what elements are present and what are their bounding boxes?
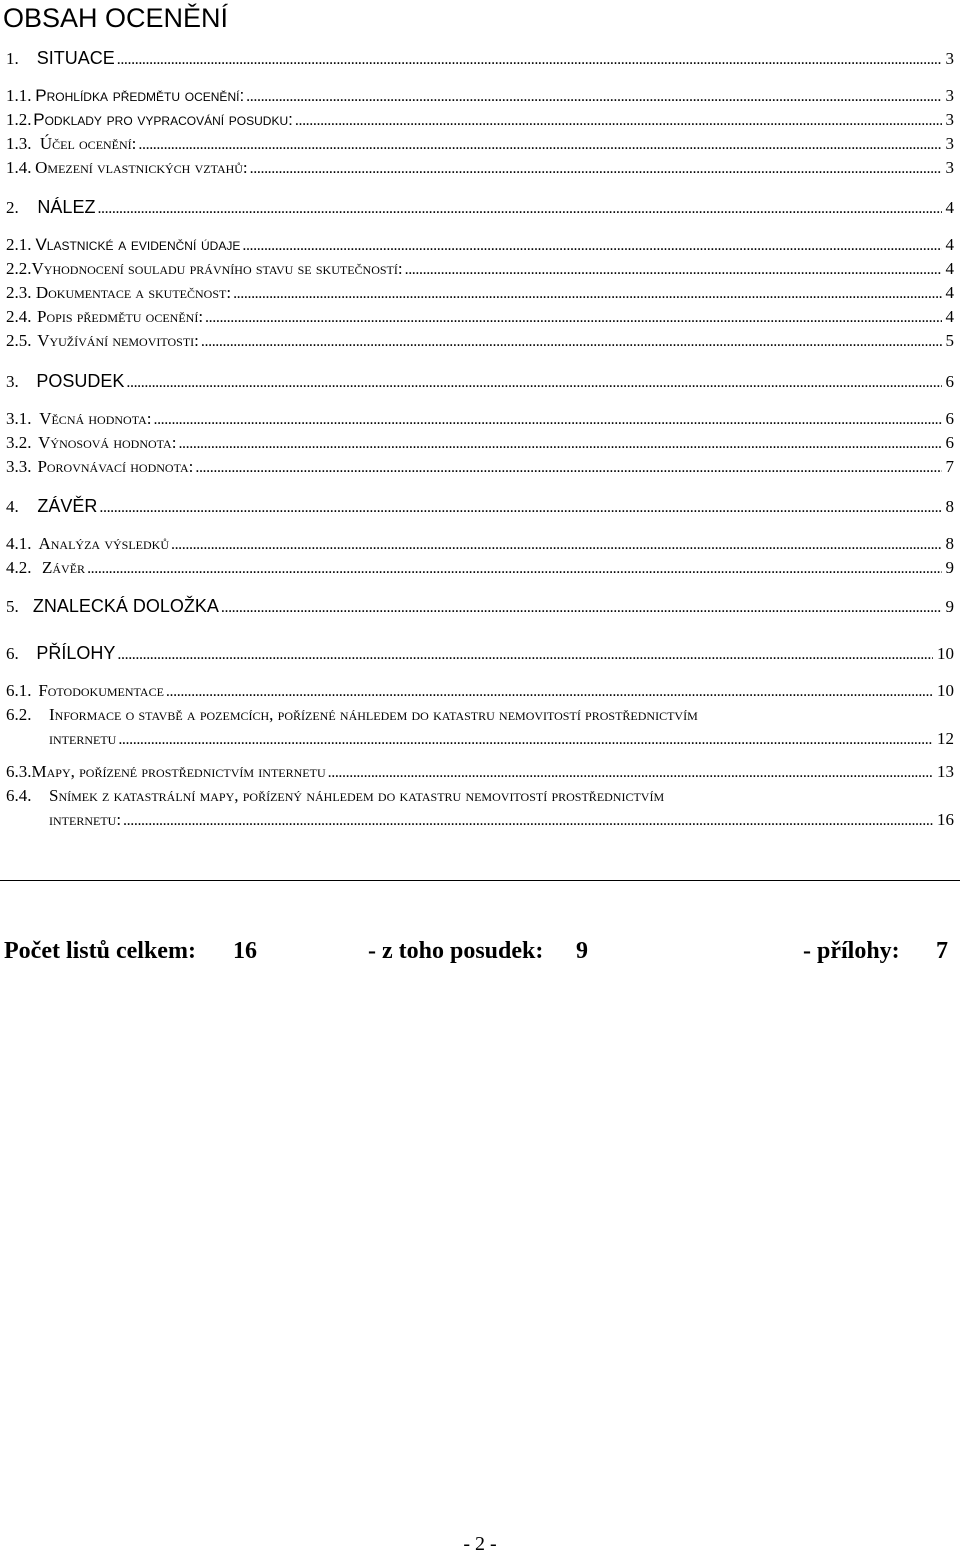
report-pages-value: 9 bbox=[576, 938, 588, 964]
toc-entry[interactable] bbox=[6, 108, 954, 132]
toc-number: 5. bbox=[6, 597, 19, 616]
toc-dot-leader bbox=[117, 642, 933, 667]
toc-title: Závěr bbox=[42, 558, 86, 577]
annex-pages-value: 7 bbox=[936, 938, 948, 964]
report-pages-label: - z toho posudek: bbox=[368, 938, 544, 964]
total-pages-label: Počet listů celkem: bbox=[4, 938, 196, 964]
toc-dot-leader bbox=[87, 556, 941, 581]
toc-page-number: 3 bbox=[945, 134, 954, 153]
toc-number: 2. bbox=[6, 198, 19, 217]
toc-dot-leader bbox=[328, 760, 933, 785]
toc-page-number: 13 bbox=[937, 762, 954, 781]
toc-dot-leader bbox=[195, 455, 941, 480]
page-title: OBSAH OCENĚNÍ bbox=[3, 3, 229, 33]
toc-number: 1.4. bbox=[6, 158, 32, 177]
toc-number: 2.2. bbox=[6, 259, 32, 278]
toc-page-number: 7 bbox=[945, 457, 954, 476]
toc-page-number: 3 bbox=[945, 110, 954, 129]
toc-entry[interactable] bbox=[6, 760, 954, 784]
toc-page-number: 4 bbox=[945, 283, 954, 302]
toc-entry[interactable] bbox=[6, 455, 954, 479]
toc-title: Omezení vlastnických vztahů: bbox=[35, 158, 248, 177]
toc-entry[interactable] bbox=[6, 257, 954, 281]
toc-number: 2.4. bbox=[6, 307, 32, 326]
toc-dot-leader bbox=[118, 727, 933, 752]
toc-title-continuation: internetu bbox=[49, 729, 117, 748]
toc-dot-leader bbox=[97, 196, 941, 221]
toc-entry[interactable] bbox=[6, 305, 954, 329]
toc-title: Analýza výsledků bbox=[38, 534, 169, 553]
toc-page-number: 12 bbox=[937, 729, 954, 748]
toc-number: 3.1. bbox=[6, 409, 32, 428]
toc-page-number: 10 bbox=[937, 644, 954, 663]
toc-page-number: 4 bbox=[945, 259, 954, 278]
toc-title-continuation: internetu: bbox=[49, 810, 122, 829]
toc-page-number: 4 bbox=[945, 235, 954, 254]
toc-number: 1. bbox=[6, 49, 19, 68]
toc-number: 6.1. bbox=[6, 681, 32, 700]
toc-entry[interactable] bbox=[6, 84, 954, 108]
toc-number: 1.1. bbox=[6, 86, 32, 105]
toc-page-number: 16 bbox=[937, 810, 954, 829]
toc-title: Účel ocenění: bbox=[39, 134, 137, 153]
toc-page-number: 8 bbox=[945, 534, 954, 553]
toc-title: POSUDEK bbox=[36, 371, 125, 391]
toc-title: Informace o stavbě a pozemcích, pořízené náhledem do katastru nemovitostí prostřednictvím bbox=[49, 705, 698, 724]
toc-title: NÁLEZ bbox=[37, 197, 96, 217]
toc-dot-leader bbox=[178, 431, 941, 456]
toc-page-number: 5 bbox=[945, 331, 954, 350]
toc-number: 4.2. bbox=[6, 558, 32, 577]
toc-page-number: 3 bbox=[945, 86, 954, 105]
toc-number: 2.3. bbox=[6, 283, 32, 302]
toc-entry[interactable] bbox=[6, 407, 954, 431]
toc-entry[interactable] bbox=[6, 46, 954, 70]
toc-title: Snímek z katastrální mapy, pořízený náhledem do katastru nemovitostí prostřednictvím bbox=[49, 786, 665, 805]
toc-dot-leader bbox=[171, 532, 942, 557]
toc-page-number: 9 bbox=[945, 597, 954, 616]
toc-dot-leader bbox=[153, 407, 941, 432]
toc-dot-leader bbox=[405, 257, 942, 282]
toc-page-number: 4 bbox=[945, 307, 954, 326]
toc-number: 6. bbox=[6, 644, 19, 663]
toc-page-number: 8 bbox=[945, 497, 954, 516]
toc-entry[interactable] bbox=[6, 494, 954, 518]
toc-title: Využívání nemovitosti: bbox=[37, 331, 199, 350]
toc-title: Mapy, pořízené prostřednictvím internetu bbox=[31, 762, 326, 781]
toc-entry[interactable] bbox=[6, 641, 954, 665]
toc-page-number: 10 bbox=[937, 681, 954, 700]
toc-page-number: 6 bbox=[945, 409, 954, 428]
toc-title: Prohlídka předmětu ocenění: bbox=[35, 86, 245, 105]
toc-title: Podklady pro vypracování posudku: bbox=[33, 110, 293, 129]
toc-number: 1.2. bbox=[6, 110, 32, 129]
toc-dot-leader bbox=[295, 108, 942, 133]
toc-dot-leader bbox=[201, 329, 942, 354]
toc-entry[interactable] bbox=[6, 431, 954, 455]
toc-entry[interactable] bbox=[6, 132, 954, 156]
annex-pages-label: - přílohy: bbox=[803, 938, 900, 964]
toc-number: 4. bbox=[6, 497, 19, 516]
toc-entry[interactable] bbox=[6, 195, 954, 219]
page-number: - 2 - bbox=[463, 1533, 497, 1555]
toc-entry[interactable] bbox=[6, 156, 954, 180]
toc-dot-leader bbox=[166, 679, 933, 704]
toc-number: 6.3. bbox=[6, 762, 32, 781]
toc-dot-leader bbox=[233, 281, 941, 306]
toc-entry[interactable] bbox=[6, 329, 954, 353]
toc-entry[interactable] bbox=[6, 679, 954, 703]
toc-number: 4.1. bbox=[6, 534, 32, 553]
toc-title: ZNALECKÁ DOLOŽKA bbox=[32, 596, 219, 616]
toc-number: 6.4. bbox=[6, 786, 32, 805]
toc-dot-leader bbox=[250, 156, 942, 181]
toc-page-number: 3 bbox=[945, 49, 954, 68]
toc-entry[interactable] bbox=[6, 556, 954, 580]
toc-title: ZÁVĚR bbox=[37, 496, 98, 516]
toc-title: Fotodokumentace bbox=[38, 681, 164, 700]
toc-dot-leader bbox=[246, 84, 941, 109]
toc-title: Porovnávací hodnota: bbox=[37, 457, 194, 476]
toc-title: Dokumentace a skutečnost: bbox=[35, 283, 232, 302]
toc-number: 2.1. bbox=[6, 235, 32, 254]
toc-dot-leader bbox=[221, 595, 942, 620]
toc-number: 3.3. bbox=[6, 457, 32, 476]
toc-dot-leader bbox=[126, 370, 941, 395]
toc-page-number: 6 bbox=[945, 372, 954, 391]
toc-number: 3. bbox=[6, 372, 19, 391]
toc-dot-leader bbox=[99, 495, 941, 520]
toc-number: 2.5. bbox=[6, 331, 32, 350]
page-count-summary bbox=[0, 933, 960, 969]
toc-entry[interactable] bbox=[6, 233, 954, 257]
toc-title: Výnosová hodnota: bbox=[38, 433, 177, 452]
toc-title: Vyhodnocení souladu právního stavu se skutečností: bbox=[31, 259, 403, 278]
toc-entry[interactable] bbox=[6, 594, 954, 618]
toc-title: Vlastnické a evidenční údaje bbox=[35, 235, 241, 254]
toc-page-number: 9 bbox=[945, 558, 954, 577]
toc-dot-leader bbox=[117, 47, 942, 72]
divider bbox=[0, 880, 960, 881]
toc-entry[interactable] bbox=[6, 532, 954, 556]
toc-entry[interactable] bbox=[6, 703, 954, 751]
toc-entry[interactable] bbox=[6, 369, 954, 393]
toc-number: 3.2. bbox=[6, 433, 32, 452]
toc-page-number: 6 bbox=[945, 433, 954, 452]
toc-title: SITUACE bbox=[36, 48, 115, 68]
toc-dot-leader bbox=[138, 132, 941, 157]
toc-number: 6.2. bbox=[6, 705, 32, 724]
toc-dot-leader bbox=[123, 808, 933, 833]
toc-title: Popis předmětu ocenění: bbox=[37, 307, 204, 326]
toc-title: Věcná hodnota: bbox=[39, 409, 152, 428]
total-pages-value: 16 bbox=[233, 938, 257, 964]
toc-entry[interactable] bbox=[6, 281, 954, 305]
toc-page-number: 4 bbox=[945, 198, 954, 217]
toc-number: 1.3. bbox=[6, 134, 32, 153]
toc-title: PŘÍLOHY bbox=[36, 643, 116, 663]
toc-dot-leader bbox=[205, 305, 941, 330]
toc-entry[interactable] bbox=[6, 784, 954, 832]
toc-dot-leader bbox=[242, 233, 941, 258]
toc-page-number: 3 bbox=[945, 158, 954, 177]
